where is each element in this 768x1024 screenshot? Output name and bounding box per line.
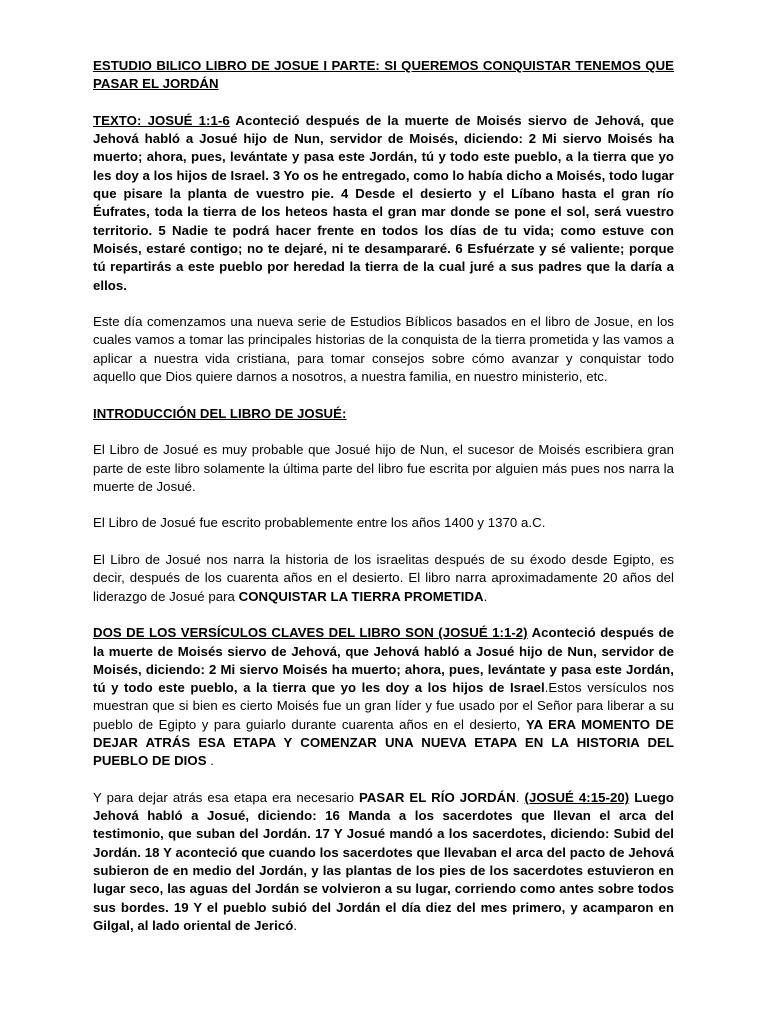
text-run: .Estos versículos nos muestran que si bien es cierto Moisés fue un gran líder y fue usado por el Señor para liberar a su pueblo de Egipto y para guiarlo durante cuarenta años en el desierto, bbox=[93, 680, 674, 732]
text-run: CONQUISTAR LA TIERRA PROMETIDA bbox=[238, 588, 484, 604]
section-heading-introduccion bbox=[93, 405, 674, 423]
text-run: TEXTO: JOSUÉ 1:1-6 bbox=[93, 112, 230, 128]
text-run: . bbox=[483, 588, 488, 604]
text-run: Y para dejar atrás esa etapa era necesario bbox=[93, 789, 359, 805]
text-run: El Libro de Josué fue escrito probablemente entre los años 1400 y 1370 a.C. bbox=[93, 515, 546, 531]
document-title: ESTUDIO BILICO LIBRO DE JOSUE I PARTE: SI QUEREMOS CONQUISTAR TENEMOS QUE PASAR EL JORDÁN bbox=[93, 58, 674, 92]
text-run: . bbox=[206, 753, 214, 769]
text-run: Este día comenzamos una nueva serie de Estudios Bíblicos basados en el libro de Josue, en los cuales vamos a tomar las principales historias de la conquista de la tierra prometida y las vamos a aplicar a nuestra vida cristiana, para tomar consejos sobre cómo avanzar y conquistar todo aquello que Dios quiere darnos a nosotros, a nuestra familia, en nuestro ministerio, etc. bbox=[93, 314, 674, 385]
text-run: INTRODUCCIÓN DEL LIBRO DE JOSUÉ: bbox=[93, 405, 347, 421]
paragraph-versiculos-claves bbox=[93, 624, 674, 770]
text-run: Aconteció después de la muerte de Moisés siervo de Jehová, que Jehová habló a Josué hijo de Nun, servidor de Moisés, diciendo: 2 Mi siervo Moisés ha muerto; ahora, pues, levántate y pasa este Jordán, tú y todo este pueblo, a la tierra que yo les doy a los hijos de Israel bbox=[93, 625, 674, 696]
text-run: . bbox=[515, 789, 525, 805]
text-run: Luego Jehová habló a Josué, diciendo: 16 Manda a los sacerdotes que llevan el arca del testimonio, que suban del Jordán. 17 Y Josué mandó a los sacerdotes, diciendo: Subid del Jordán. 18 Y aconteció que cuando los sacerdotes que llevaban el arca del pacto de Jehová subieron de en medio del Jordán, y las plantas de los pies de los sacerdotes estuvieron en lugar seco, las aguas del Jordán se volvieron a su lugar, corriendo como antes sobre todos sus bordes. 19 Y el pueblo subió del Jordán el día diez del mes primero, y acamparon en Gilgal, al lado oriental de Jericó bbox=[93, 789, 674, 933]
paragraph-pasar-jordan bbox=[93, 789, 674, 935]
text-run: El Libro de Josué nos narra la historia de los israelitas después de su éxodo desde Egipto, es decir, después de los cuarenta años en el desierto. El libro narra aproximadamente 20 años del liderazgo de Josué para bbox=[93, 552, 674, 604]
paragraph-intro-serie bbox=[93, 313, 674, 386]
text-run: PASAR EL RÍO JORDÁN bbox=[358, 789, 516, 805]
text-run: (JOSUÉ 4:15-20) bbox=[524, 789, 630, 805]
text-run: YA ERA MOMENTO DE DEJAR ATRÁS ESA ETAPA Y COMENZAR UNA NUEVA ETAPA EN LA HISTORIA DEL PUEBLO DE DIOS bbox=[93, 716, 674, 769]
paragraph-autor bbox=[93, 441, 674, 496]
text-run: El Libro de Josué es muy probable que Josué hijo de Nun, el sucesor de Moisés escribiera gran parte de este libro solamente la última parte del libro fue escrita por alguien más pues nos narra la muerte de Josué. bbox=[93, 442, 674, 494]
paragraph-fecha bbox=[93, 514, 674, 532]
paragraph-historia bbox=[93, 551, 674, 606]
text-run: Aconteció después de la muerte de Moisés siervo de Jehová, que Jehová habló a Josué hijo de Nun, servidor de Moisés, diciendo: 2 Mi siervo Moisés ha muerto; ahora, pues, levántate y pasa este Jordán, tú y todo este pueblo, a la tierra que yo les doy a los hijos de Israel. 3 Yo os he entregado, como lo había dicho a Moisés, todo lugar que pisare la planta de vuestro pie. 4 Desde el desierto y el Líbano hasta el gran río Éufrates, toda la tierra de los heteos hasta el gran mar donde se pone el sol, será vuestro territorio. 5 Nadie te podrá hacer frente en todos los días de tu vida; como estuve con Moisés, estaré contigo; no te dejaré, ni te desampararé. 6 Esfuérzate y sé valiente; porque tú repartirás a este pueblo por heredad la tierra de la cual juré a sus padres que la daría a ellos. bbox=[93, 112, 674, 293]
text-run: . bbox=[293, 917, 298, 933]
paragraph-texto-josue bbox=[93, 112, 674, 295]
text-run: DOS DE LOS VERSÍCULOS CLAVES DEL LIBRO SON (JOSUÉ 1:1-2) bbox=[93, 625, 528, 641]
